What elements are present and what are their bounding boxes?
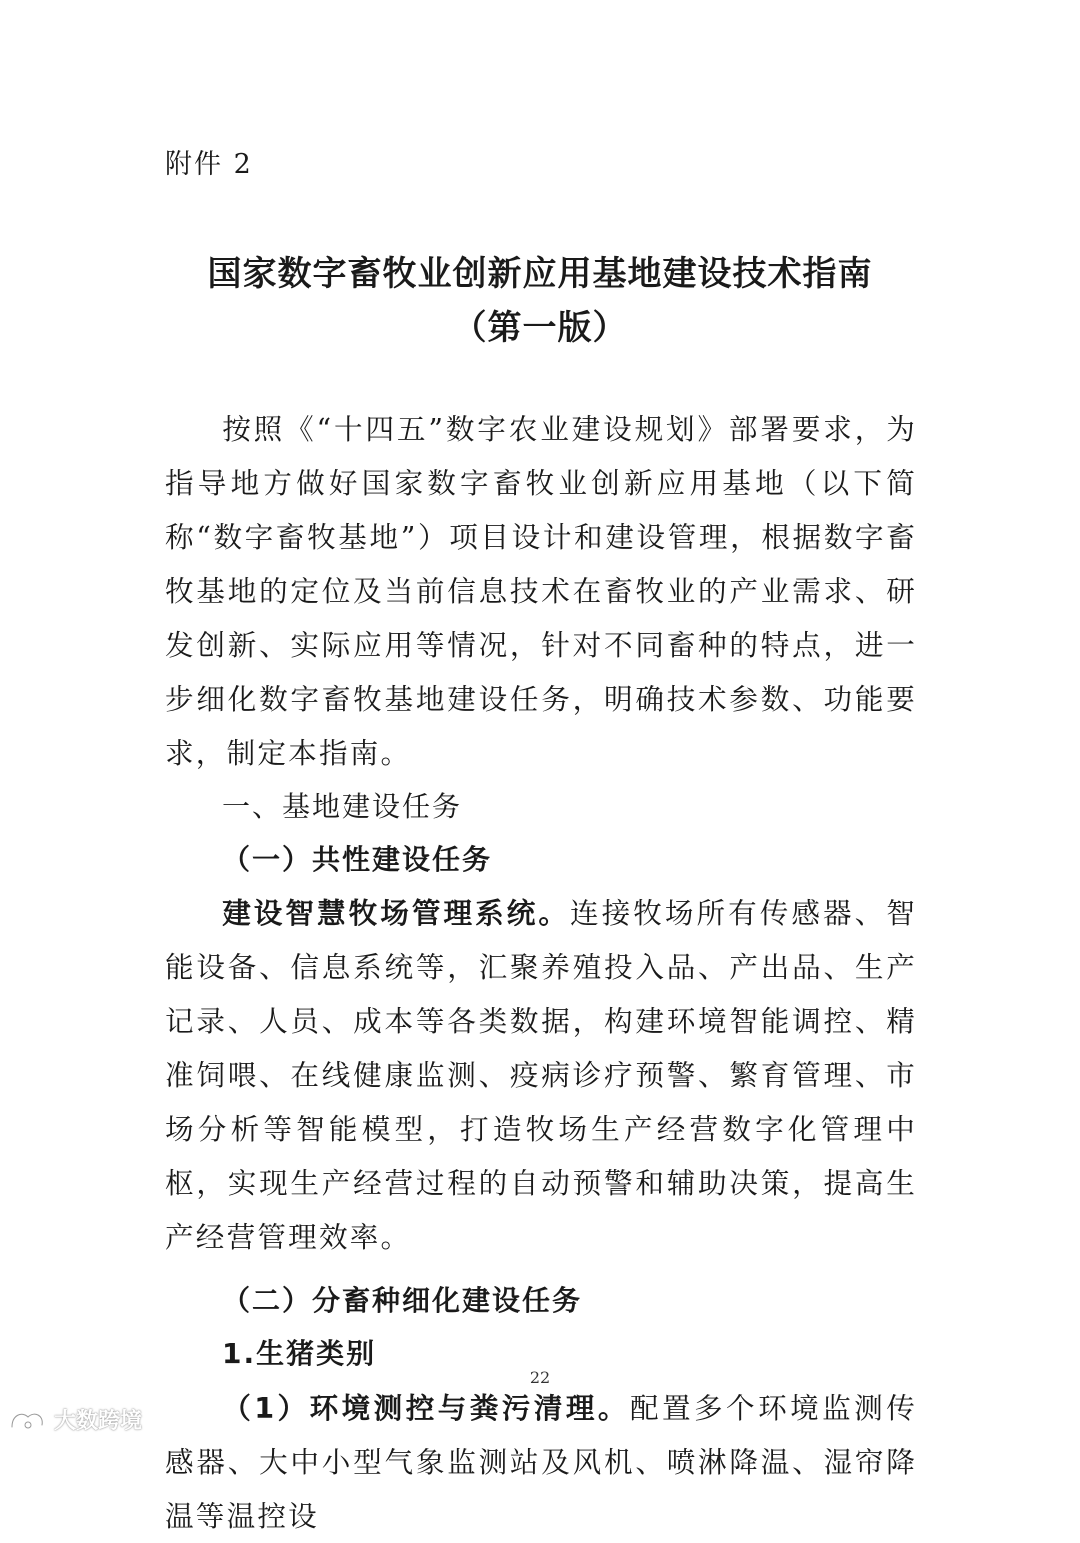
attachment-label: 附件 2 bbox=[165, 149, 253, 180]
intro-paragraph: 按照《“十四五”数字农业建设规划》部署要求，为指导地方做好国家数字畜牧业创新应用基地（以下简称“数字畜牧基地”）项目设计和建设管理，根据数字畜牧基地的定位及当前信息技术在畜牧业的产业需求、研发创新、实际应用等情况，针对不同畜种的特点，进一步细化数字畜牧基地建设任务，明确技术参数、功能要求，制定本指南。 bbox=[165, 412, 917, 770]
watermark bbox=[8, 1404, 142, 1435]
paragraph-text: 配置多个环境监测传感器、大中小型气象监测站及风机、喷淋降温、湿帘降温等温控设 bbox=[165, 1391, 917, 1533]
page-number: 22 bbox=[529, 1368, 551, 1387]
watermark-text: 大数跨境 bbox=[54, 1409, 143, 1434]
document-subtitle: （第一版） bbox=[452, 308, 628, 348]
paragraph-text: 连接牧场所有传感器、智能设备、信息系统等，汇聚养殖投入品、产出品、生产记录、人员、成本等各类数据，构建环境智能调控、精准饲喂、在线健康监测、疫病诊疗预警、繁育管理、市场分析等智能模型，打造牧场生产经营数字化管理中枢，实现生产经营过程的自动预警和辅助决策，提高生产经营管理效率。 bbox=[165, 896, 918, 1254]
section-heading-1: 一、基地建设任务 bbox=[222, 790, 463, 823]
subsection-heading-1: （一）共性建设任务 bbox=[222, 843, 493, 876]
subsection-heading-2: （二）分畜种细化建设任务 bbox=[222, 1284, 583, 1317]
watermark-logo-icon bbox=[8, 1407, 48, 1433]
paragraph-smart-ranch bbox=[165, 886, 917, 1264]
paragraph-environment bbox=[165, 1381, 917, 1543]
item-heading-1: 1.生猪类别 bbox=[222, 1337, 377, 1370]
paragraph-lead: 建设智慧牧场管理系统。 bbox=[222, 896, 571, 930]
document-title: 国家数字畜牧业创新应用基地建设技术指南 bbox=[207, 254, 873, 294]
paragraph-lead: （1）环境测控与粪污清理。 bbox=[222, 1391, 630, 1425]
